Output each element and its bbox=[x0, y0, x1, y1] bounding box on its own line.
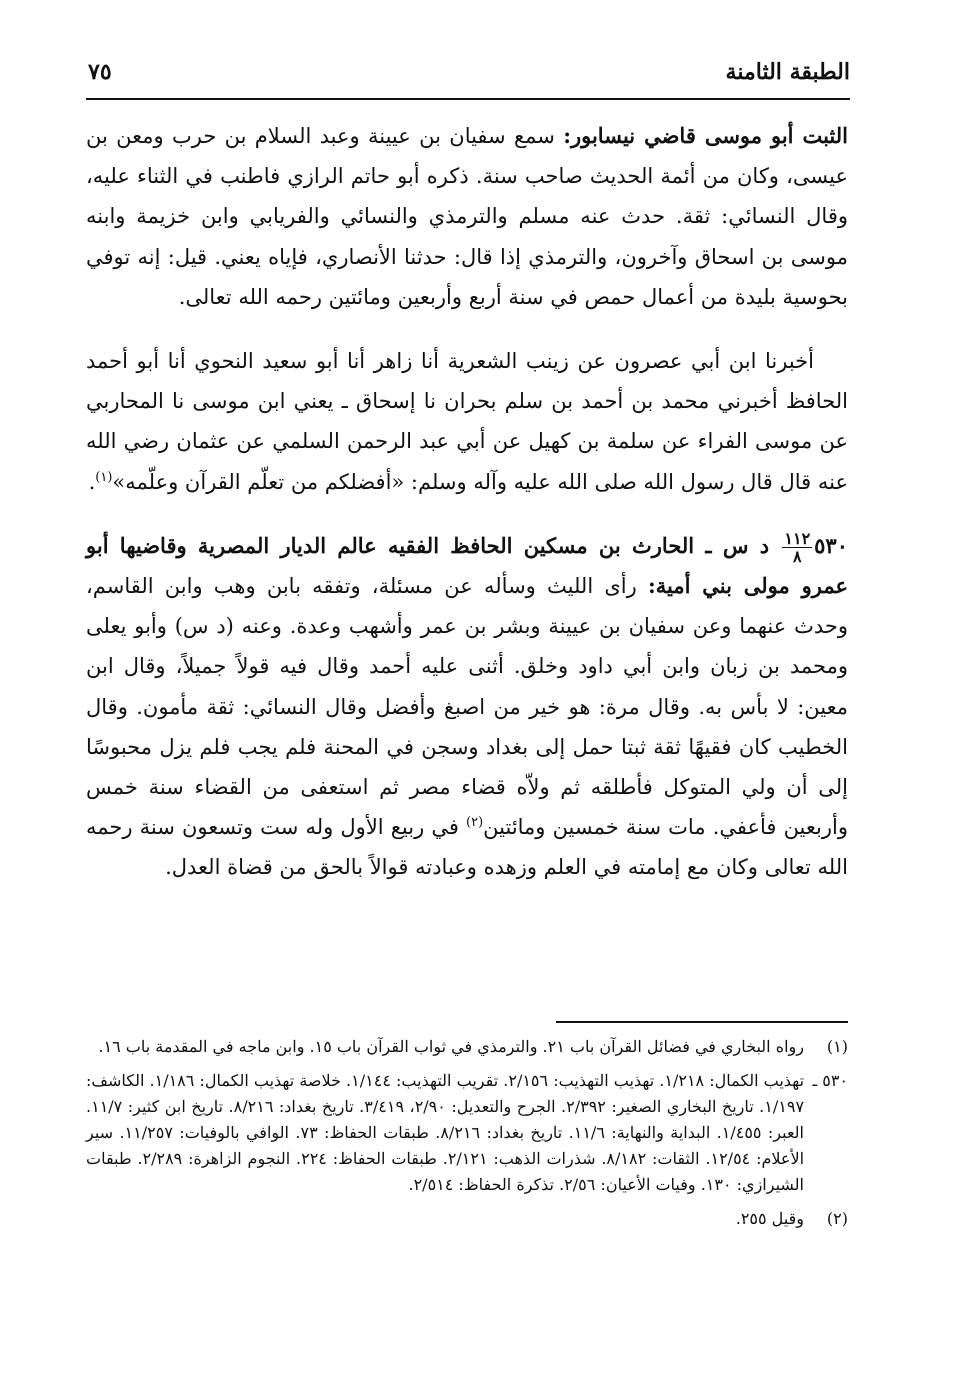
footnote bbox=[86, 1068, 848, 1198]
paragraph-entry-530 bbox=[86, 526, 848, 888]
paragraph-hadith bbox=[86, 341, 848, 502]
entry-heading: د س ـ الحارث بن مسكين الحافظ الفقيه عالم الديار المصرية وقاضيها أبو عمرو مولى بني أمية: bbox=[86, 532, 848, 599]
footnote-rule bbox=[556, 1021, 848, 1023]
footnote bbox=[86, 1206, 848, 1232]
fraction-denominator: ٨ bbox=[792, 546, 802, 566]
footnote-text: تهذيب الكمال: ١/٢١٨. تهذيب التهذيب: ٢/١٥٦. تقريب التهذيب: ١/١٤٤. خلاصة تهذيب الكمال: ١/١٨٦. الكاشف: ١/١٩٧. تاريخ البخاري الصغير: ٢/٣٩٢. الجرح والتعديل: ٢/٩٠، ٣/٤١٩. تاريخ بغداد: ٨/٢١٦. تاريخ ابن كثير: ١١/٧. العبر: ١/٤٥٥. البداية والنهاية: ١١/٦. تاريخ بغداد: ٨/٢١٦. طبقات الحفاظ: ٧٣. الوافي بالوفيات: ١١/٢٥٧. سير الأعلام: ١٢/٥٤. الثقات: ٨/١٨٢. شذرات الذهب: ٢/١٢١. طبقات الحفاظ: ٢٢٤. النجوم الزاهرة: ٢/٢٨٩. طبقات الشيرازي: ١٣٠. وفيات الأعيان: ٢/٥٦. تذكرة الحفاظ: ٢/٥١٤. bbox=[86, 1071, 805, 1194]
paragraph-text-cont: في ربيع الأول وله ست وتسعون سنة رحمه الله تعالى وكان مع إمامته في العلم وزهده وعبادته قوالاً بالحق من قضاة العدل. bbox=[86, 815, 848, 880]
paragraph-biography-1 bbox=[86, 116, 848, 317]
entry-number: ٥٣٠ bbox=[814, 532, 848, 558]
page-header bbox=[88, 52, 850, 92]
footnote-ref-1[interactable]: (١) bbox=[95, 469, 113, 485]
footnote-number: (١) bbox=[826, 1037, 848, 1056]
paragraph-text: أخبرنا ابن أبي عصرون عن زينب الشعرية أنا زاهر أنا أبو سعيد النحوي أنا أبو أحمد الحافظ أخبرني محمد بن أحمد بن سلم بحران نا إسحاق ـ يعني ابن موسى نا المحاربي عن موسى الفراء عن سلمة بن كهيل عن أبي عبد الرحمن السلمي عن عثمان رضي الله عنه قال قال رسول الله صلى الله عليه وآله وسلم: «أفضلكم من تعلّم القرآن وعلّمه» bbox=[86, 349, 848, 494]
entry-fraction bbox=[782, 530, 812, 565]
footnote-text: وقيل ٢٥٥. bbox=[735, 1209, 804, 1228]
footnote bbox=[86, 1034, 848, 1060]
footnote-number: ٥٣٠ ـ bbox=[812, 1071, 848, 1090]
footnote-text: رواه البخاري في فضائل القرآن باب ٢١. والترمذي في ثواب القرآن باب ١٥. وابن ماجه في المقدمة باب ١٦. bbox=[98, 1037, 804, 1056]
paragraph-end: . bbox=[88, 469, 96, 494]
entry-heading: الثبت أبو موسى قاضي نيسابور: bbox=[563, 123, 848, 148]
header-rule bbox=[86, 98, 850, 100]
page-number: ٧٥ bbox=[88, 59, 112, 85]
main-text bbox=[86, 116, 848, 888]
footnote-number: (٢) bbox=[826, 1209, 848, 1228]
footnotes bbox=[86, 1034, 848, 1240]
fraction-numerator: ١١٢ bbox=[784, 528, 811, 548]
paragraph-text: سمع سفيان بن عيينة وعبد السلام بن حرب ومعن بن عيسى، وكان من أئمة الحديث صاحب سنة. ذكره أبو حاتم الرازي فاطنب في الثناء عليه، وقال النسائي: ثقة. حدث عنه مسلم والترمذي والنسائي والفريابي وابن خزيمة وابنه موسى بن اسحاق وآخرون، والترمذي إذا قال: حدثنا الأنصاري، فإياه يعني. قيل: إنه توفي بحوسية بليدة من أعمال حمص في سنة أربع وأربعين ومائتين رحمه الله تعالى. bbox=[86, 124, 848, 309]
footnote-ref-2[interactable]: (٢) bbox=[466, 815, 484, 831]
section-title: الطبقة الثامنة bbox=[725, 59, 850, 85]
paragraph-text: رأى الليث وسأله عن مسئلة، وتفقه بابن وهب وابن القاسم، وحدث عنهما وعن سفيان بن عيينة وبشر بن عمر وأشهب وعدة. وعنه (د س) وأبو يعلى ومحمد بن زبان وابن أبي داود وخلق. أثنى عليه أحمد وقال فيه قولاً جميلاً، وقال ابن معين: لا بأس به. وقال مرة: هو خير من اصبغ وأفضل وقال النسائي: ثقة مأمون. وقال الخطيب كان فقيهًا ثقة ثبتا حمل إلى بغداد وسجن في المحنة فلم يجب فلم يزل محبوسًا إلى أن ولي المتوكل فأطلقه ثم ولاّه قضاء مصر ثم استعفى من القضاء سنة خمس وأربعين فأعفي. مات سنة خمسين ومائتين bbox=[86, 574, 849, 840]
